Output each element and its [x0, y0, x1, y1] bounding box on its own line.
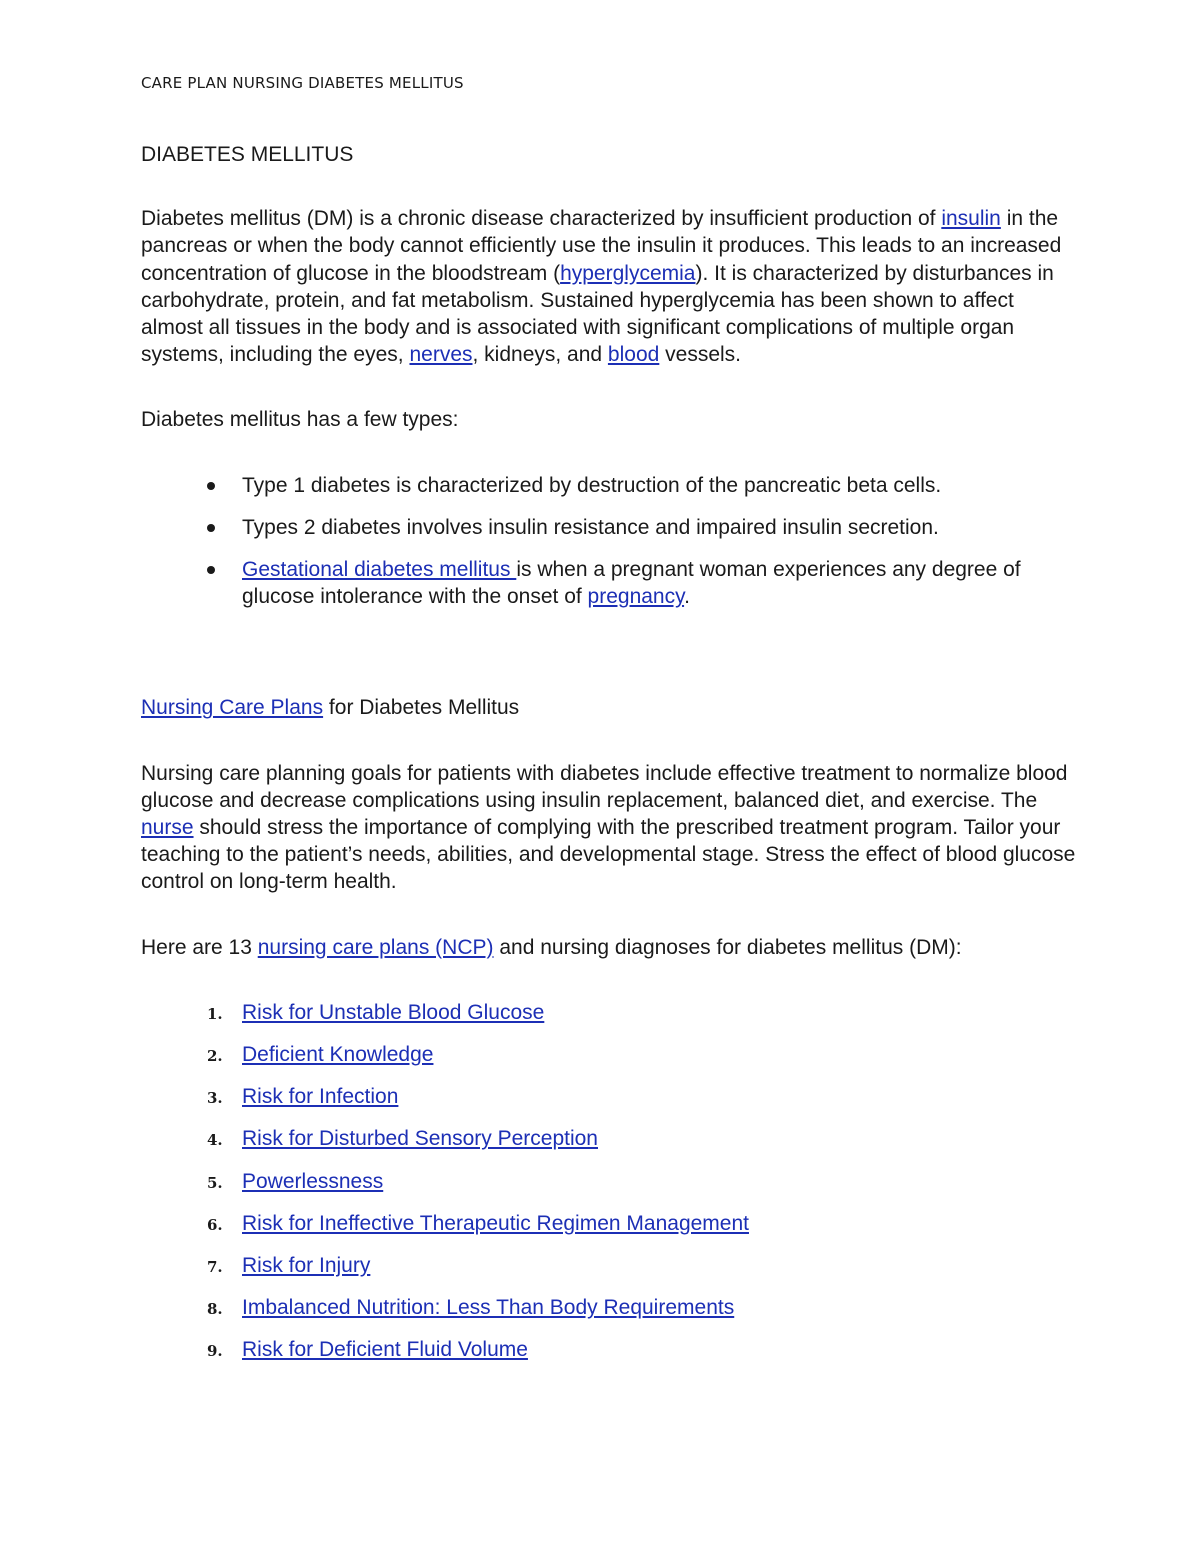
- bullet-icon: [207, 566, 215, 574]
- here-are-text: Here are 13: [141, 935, 258, 959]
- list-item: [141, 514, 1076, 541]
- list-item: [141, 1210, 1076, 1252]
- list-item: [141, 1041, 1076, 1083]
- link-nurse[interactable]: nurse: [141, 816, 194, 840]
- link-ncp-risk-infection[interactable]: Risk for Infection: [242, 1085, 399, 1109]
- list-item: [141, 1083, 1076, 1125]
- list-number: 2.: [207, 1047, 223, 1066]
- goals-paragraph: [141, 760, 1076, 896]
- list-item: [141, 472, 1076, 499]
- list-number: 1.: [207, 1004, 223, 1023]
- link-ncp-imbalanced-nutrition[interactable]: Imbalanced Nutrition: Less Than Body Requirements: [242, 1296, 735, 1320]
- bullet-icon: [207, 524, 215, 532]
- link-ncp-deficient-knowledge[interactable]: Deficient Knowledge: [242, 1043, 434, 1067]
- ncp-heading: [141, 694, 1076, 721]
- list-item: [141, 1168, 1076, 1210]
- link-ncp-sensory-perception[interactable]: Risk for Disturbed Sensory Perception: [242, 1127, 598, 1151]
- list-item: [141, 1125, 1076, 1167]
- list-number: 6.: [207, 1215, 223, 1234]
- list-number: 3.: [207, 1089, 223, 1108]
- link-ncp-therapeutic-regimen[interactable]: Risk for Ineffective Therapeutic Regimen Management: [242, 1211, 749, 1235]
- goals-text: Nursing care planning goals for patients with diabetes include effective treatment to normalize blood glucose and decrease complications using insulin replacement, balanced diet, and exercise. The: [141, 761, 1068, 812]
- link-nursing-care-plans-ncp[interactable]: nursing care plans (NCP): [257, 935, 494, 959]
- types-list: [141, 472, 1076, 611]
- link-blood[interactable]: blood: [607, 343, 660, 367]
- here-are-paragraph: [141, 934, 1076, 961]
- type2-text: Types 2 diabetes involves insulin resistance and impaired insulin secretion.: [242, 515, 939, 539]
- list-number: 9.: [207, 1342, 223, 1361]
- bullet-icon: [207, 482, 215, 490]
- link-nerves[interactable]: nerves: [409, 343, 473, 367]
- intro-text: ). It is characterized by disturbances in carbohydrate, protein, and fat metabolism. Sustained hyperglycemia has been shown to affect almost all tissues in the body and is associated with significant complications of multiple organ systems, including the eyes,: [141, 261, 1054, 367]
- page-header: CARE PLAN NURSING DIABETES MELLITUS: [141, 74, 464, 92]
- gestational-text: is when a pregnant woman experiences any degree of glucose intolerance with the onset of: [242, 558, 1021, 609]
- type1-text: Type 1 diabetes is characterized by destruction of the pancreatic beta cells.: [242, 473, 942, 497]
- intro-text: , kidneys, and: [472, 343, 608, 367]
- list-item: [141, 1294, 1076, 1336]
- ncp-heading-text: for Diabetes Mellitus: [323, 696, 520, 720]
- list-item: [141, 1336, 1076, 1378]
- intro-text: in the pancreas or when the body cannot efficiently use the insulin it produces. This leads to an increased concentration of glucose in the bloodstream (: [141, 207, 1062, 285]
- link-nursing-care-plans[interactable]: Nursing Care Plans: [141, 696, 324, 720]
- link-insulin[interactable]: insulin: [941, 207, 1001, 231]
- list-number: 8.: [207, 1300, 223, 1319]
- link-hyperglycemia[interactable]: hyperglycemia: [560, 261, 696, 285]
- ncp-list: [141, 999, 1076, 1379]
- here-are-text: and nursing diagnoses for diabetes mellitus (DM):: [493, 935, 962, 959]
- link-pregnancy[interactable]: pregnancy: [587, 585, 685, 609]
- list-item: [141, 1252, 1076, 1294]
- intro-text: Diabetes mellitus (DM) is a chronic disease characterized by insufficient production of: [141, 207, 942, 231]
- list-number: 7.: [207, 1257, 223, 1276]
- link-ncp-deficient-fluid-volume[interactable]: Risk for Deficient Fluid Volume: [242, 1338, 528, 1362]
- types-lead: Diabetes mellitus has a few types:: [141, 408, 459, 432]
- gestational-text: .: [684, 585, 690, 609]
- document-body: [141, 141, 1076, 1379]
- link-gestational-diabetes[interactable]: Gestational diabetes mellitus: [242, 558, 517, 582]
- list-item: [141, 999, 1076, 1041]
- page-title: DIABETES MELLITUS: [141, 143, 354, 166]
- intro-text: vessels.: [659, 343, 742, 367]
- link-ncp-risk-injury[interactable]: Risk for Injury: [242, 1253, 371, 1277]
- goals-text: should stress the importance of complying with the prescribed treatment program. Tailor your teaching to the patient’s needs, abilities, and developmental stage. Stress the effect of blood glucose control on long-term health.: [141, 816, 1076, 894]
- list-item: [141, 556, 1076, 610]
- intro-paragraph: [141, 205, 1076, 368]
- link-ncp-powerlessness[interactable]: Powerlessness: [242, 1169, 384, 1193]
- list-number: 4.: [207, 1131, 223, 1150]
- list-number: 5.: [207, 1173, 223, 1192]
- link-ncp-unstable-blood-glucose[interactable]: Risk for Unstable Blood Glucose: [242, 1000, 545, 1024]
